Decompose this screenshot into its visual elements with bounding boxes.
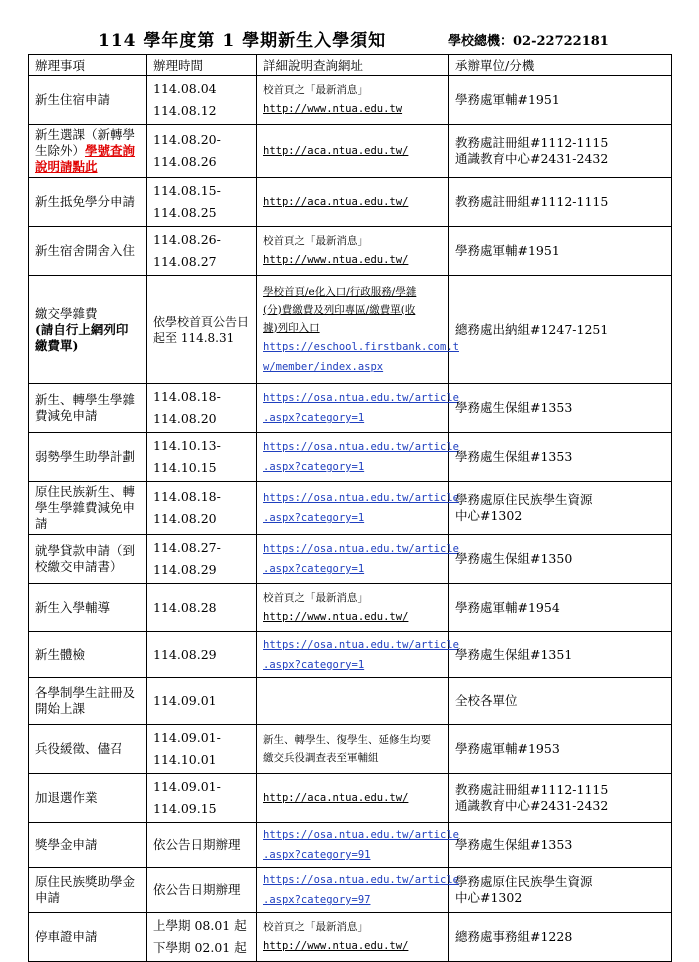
date-cell bbox=[147, 535, 257, 584]
table-row bbox=[29, 227, 672, 276]
date-line: 114.08.29 bbox=[153, 562, 217, 577]
table-row bbox=[29, 178, 672, 227]
info-url-link[interactable]: .aspx?category=97 bbox=[263, 894, 371, 906]
unit-cell bbox=[449, 125, 672, 178]
info-text-line: (分)費繳費及列印專區/繳費單(收 bbox=[263, 303, 416, 316]
info-cell bbox=[257, 227, 449, 276]
table-row bbox=[29, 725, 672, 774]
info-cell bbox=[257, 276, 459, 384]
date-line: 114.08.15- bbox=[153, 183, 221, 198]
date-cell bbox=[147, 678, 257, 725]
item-name: 原住民族獎助學金申請 bbox=[35, 874, 136, 905]
unit-line: 中心#1302 bbox=[455, 890, 523, 905]
unit-line: 學務處原住民族學生資源 bbox=[455, 492, 593, 507]
unit-line: 總務處出納組#1247-1251 bbox=[455, 321, 609, 337]
item-name: 各學制學生註冊及開始上課 bbox=[35, 685, 136, 716]
date-cell bbox=[147, 823, 257, 868]
school-phone: 學校總機：02-22722181 bbox=[448, 34, 609, 49]
info-text-line: 學校首頁/e化入口/行政服務/學雜 bbox=[263, 285, 417, 298]
date-cell bbox=[147, 125, 257, 178]
unit-line: 中心#1302 bbox=[455, 508, 523, 523]
info-cell bbox=[257, 632, 459, 678]
date-line: 114.08.18- bbox=[153, 389, 221, 404]
unit-line: 通識教育中心#2431-2432 bbox=[455, 151, 609, 166]
unit-line: 教務處註冊組#1112-1115 bbox=[455, 194, 609, 209]
table-body bbox=[29, 76, 672, 962]
info-cell bbox=[257, 76, 449, 125]
item-name: 新生抵免學分申請 bbox=[35, 194, 136, 209]
table-row bbox=[29, 384, 672, 433]
page-title: 114 學年度第 1 學期新生入學須知 bbox=[98, 31, 387, 51]
date-line: 上學期 08.01 起 bbox=[153, 918, 247, 933]
item-cell bbox=[29, 632, 147, 678]
info-url-link[interactable]: .aspx?category=1 bbox=[263, 512, 365, 524]
column-header: 辦理時間 bbox=[147, 55, 257, 76]
item-cell bbox=[29, 433, 147, 482]
item-cell bbox=[29, 725, 147, 774]
date-line: 114.09.15 bbox=[153, 801, 217, 816]
item-name: 新生宿舍開舍入住 bbox=[35, 243, 136, 258]
item-cell bbox=[29, 678, 147, 725]
item-cell bbox=[29, 276, 147, 384]
unit-line: 學務處軍輔#1951 bbox=[455, 243, 560, 258]
table-row bbox=[29, 535, 672, 584]
info-url-link[interactable]: .aspx?category=1 bbox=[263, 412, 365, 424]
unit-cell bbox=[449, 913, 672, 962]
date-line: 114.08.04 bbox=[153, 81, 217, 96]
unit-line: 通識教育中心#2431-2432 bbox=[455, 798, 609, 813]
unit-cell bbox=[449, 774, 672, 823]
unit-cell bbox=[449, 76, 672, 125]
info-url-link[interactable]: http://www.ntua.edu.tw bbox=[263, 103, 403, 115]
unit-cell bbox=[449, 276, 672, 384]
info-cell bbox=[257, 584, 449, 632]
unit-line: 學務處軍輔#1951 bbox=[455, 92, 560, 107]
date-line: 114.08.26- bbox=[153, 232, 221, 247]
unit-line: 全校各單位 bbox=[455, 693, 518, 708]
info-url-link[interactable]: .aspx?category=1 bbox=[263, 461, 365, 473]
table-row bbox=[29, 774, 672, 823]
item-name: 加退選作業 bbox=[35, 790, 98, 805]
date-cell bbox=[147, 584, 257, 632]
date-line: 114.08.20- bbox=[153, 132, 221, 147]
unit-cell bbox=[449, 433, 672, 482]
item-name: 就學貸款申請（到校繳交申請書） bbox=[35, 543, 136, 574]
date-cell bbox=[147, 725, 257, 774]
info-note: 校首頁之「最新消息」 bbox=[263, 235, 368, 247]
item-cell bbox=[29, 535, 147, 584]
date-line: 114.08.27 bbox=[153, 254, 217, 269]
info-url-link[interactable]: http://aca.ntua.edu.tw/ bbox=[263, 196, 409, 208]
table-row bbox=[29, 632, 672, 678]
table-row bbox=[29, 433, 672, 482]
unit-cell bbox=[449, 678, 672, 725]
date-line: 下學期 02.01 起 bbox=[153, 940, 247, 955]
table-header-row bbox=[29, 55, 672, 76]
item-name: 停車證申請 bbox=[35, 929, 98, 944]
info-cell bbox=[257, 535, 459, 584]
unit-line: 學務處生保組#1353 bbox=[455, 400, 573, 415]
table-row bbox=[29, 482, 672, 535]
info-url-link[interactable]: https://osa.ntua.edu.tw/article bbox=[263, 874, 459, 886]
info-cell bbox=[257, 774, 449, 823]
item-name: 原住民族新生、轉學生學雜費減免申請 bbox=[35, 484, 136, 531]
item-cell bbox=[29, 227, 147, 276]
info-url-link[interactable]: http://www.ntua.edu.tw/ bbox=[263, 940, 409, 952]
item-cell bbox=[29, 125, 147, 178]
info-cell bbox=[257, 913, 449, 962]
date-line: 依公告日期辦理 bbox=[153, 882, 241, 897]
date-line: 114.08.27- bbox=[153, 540, 221, 555]
info-text-line: 繳交兵役調查表至軍輔組 bbox=[263, 752, 379, 764]
document-header bbox=[28, 24, 672, 54]
info-cell bbox=[257, 678, 449, 725]
unit-line: 教務處註冊組#1112-1115 bbox=[455, 782, 609, 797]
unit-line: 學務處軍輔#1953 bbox=[455, 741, 560, 756]
date-cell bbox=[147, 276, 257, 384]
info-url-link[interactable]: .aspx?category=1 bbox=[263, 658, 365, 671]
date-line: 114.10.01 bbox=[153, 752, 217, 767]
info-url-link[interactable]: https://osa.ntua.edu.tw/article bbox=[263, 543, 459, 555]
item-name: 新生體檢 bbox=[35, 646, 86, 662]
date-line: 114.08.25 bbox=[153, 205, 217, 220]
date-line: 114.09.01- bbox=[153, 730, 221, 745]
student-id-link[interactable]: 學號查詢說明請點此 bbox=[35, 143, 136, 174]
date-cell bbox=[147, 632, 257, 678]
info-url-link[interactable]: .aspx?category=1 bbox=[263, 563, 365, 575]
date-line: 114.08.26 bbox=[153, 154, 217, 169]
date-cell bbox=[147, 482, 257, 535]
unit-line: 教務處註冊組#1112-1115 bbox=[455, 135, 609, 150]
info-cell bbox=[257, 384, 459, 433]
date-line: 114.09.01 bbox=[153, 693, 217, 708]
item-cell bbox=[29, 178, 147, 227]
unit-line: 學務處軍輔#1954 bbox=[455, 599, 560, 615]
info-url-link[interactable]: https://osa.ntua.edu.tw/article bbox=[263, 392, 459, 404]
unit-line: 學務處生保組#1353 bbox=[455, 837, 573, 852]
item-name: 兵役緩徵、儘召 bbox=[35, 741, 123, 756]
date-cell bbox=[147, 774, 257, 823]
date-cell bbox=[147, 178, 257, 227]
info-url-link[interactable]: http://aca.ntua.edu.tw/ bbox=[263, 145, 409, 157]
date-line: 114.10.15 bbox=[153, 460, 217, 475]
info-text-line: 新生、轉學生、復學生、延修生均要 bbox=[263, 734, 431, 746]
unit-cell bbox=[449, 584, 672, 632]
date-line: 114.08.12 bbox=[153, 103, 217, 118]
unit-cell bbox=[449, 227, 672, 276]
item-cell bbox=[29, 76, 147, 125]
date-cell bbox=[147, 384, 257, 433]
date-cell bbox=[147, 76, 257, 125]
unit-cell bbox=[449, 632, 672, 678]
date-line: 114.08.29 bbox=[153, 646, 217, 662]
document-page bbox=[28, 24, 672, 962]
date-cell bbox=[147, 433, 257, 482]
item-name: 新生入學輔導 bbox=[35, 599, 111, 615]
info-cell bbox=[257, 823, 459, 868]
unit-cell bbox=[449, 384, 672, 433]
column-header: 承辦單位/分機 bbox=[449, 55, 672, 76]
info-note: 校首頁之「最新消息」 bbox=[263, 84, 368, 96]
item-note: (請自行上網列印繳費單) bbox=[35, 321, 129, 353]
item-name: 新生、轉學生學雜費減免申請 bbox=[35, 392, 136, 423]
item-name: 弱勢學生助學計劃 bbox=[35, 449, 136, 464]
item-cell bbox=[29, 482, 147, 535]
date-line: 依學校首頁公告日起至 114.8.31 bbox=[153, 314, 250, 345]
info-cell bbox=[257, 125, 449, 178]
column-header: 辦理事項 bbox=[29, 55, 147, 76]
unit-cell bbox=[449, 482, 672, 535]
item-name: 獎學金申請 bbox=[35, 837, 98, 852]
info-url-link[interactable]: .aspx?category=91 bbox=[263, 849, 371, 861]
info-note: 校首頁之「最新消息」 bbox=[263, 591, 368, 604]
date-line: 114.08.28 bbox=[153, 599, 217, 615]
column-header: 詳細說明查詢網址 bbox=[257, 55, 449, 76]
table-row bbox=[29, 584, 672, 632]
unit-cell bbox=[449, 725, 672, 774]
schedule-table bbox=[28, 54, 672, 962]
unit-line: 學務處原住民族學生資源 bbox=[455, 874, 593, 889]
info-cell bbox=[257, 482, 459, 535]
unit-line: 學務處生保組#1353 bbox=[455, 449, 573, 464]
info-note: 校首頁之「最新消息」 bbox=[263, 921, 368, 933]
date-line: 114.08.20 bbox=[153, 511, 217, 526]
info-cell bbox=[257, 178, 449, 227]
unit-cell bbox=[449, 868, 672, 913]
date-line: 依公告日期辦理 bbox=[153, 837, 241, 852]
date-cell bbox=[147, 868, 257, 913]
info-url-link[interactable]: http://aca.ntua.edu.tw/ bbox=[263, 792, 409, 804]
table-row bbox=[29, 125, 672, 178]
date-cell bbox=[147, 227, 257, 276]
date-cell bbox=[147, 913, 257, 962]
item-name: 新生住宿申請 bbox=[35, 92, 111, 107]
unit-cell bbox=[449, 823, 672, 868]
item-cell bbox=[29, 913, 147, 962]
date-line: 114.08.20 bbox=[153, 411, 217, 426]
unit-line: 學務處生保組#1351 bbox=[455, 646, 573, 662]
info-url-link[interactable]: https://osa.ntua.edu.tw/article bbox=[263, 638, 459, 651]
table-row bbox=[29, 76, 672, 125]
date-line: 114.10.13- bbox=[153, 438, 221, 453]
item-cell bbox=[29, 868, 147, 913]
table-row bbox=[29, 678, 672, 725]
info-cell bbox=[257, 868, 459, 913]
item-cell bbox=[29, 384, 147, 433]
info-cell bbox=[257, 725, 449, 774]
info-cell bbox=[257, 433, 459, 482]
date-line: 114.09.01- bbox=[153, 779, 221, 794]
info-url-link[interactable]: https://osa.ntua.edu.tw/article bbox=[263, 441, 459, 453]
date-line: 114.08.18- bbox=[153, 489, 221, 504]
info-url-link[interactable]: https://eschool.firstbank.com.t bbox=[263, 340, 459, 353]
unit-line: 學務處生保組#1350 bbox=[455, 551, 573, 566]
unit-cell bbox=[449, 535, 672, 584]
table-row bbox=[29, 276, 672, 384]
item-cell bbox=[29, 584, 147, 632]
info-url-link[interactable]: w/member/index.aspx bbox=[263, 360, 384, 373]
item-cell bbox=[29, 774, 147, 823]
item-cell bbox=[29, 823, 147, 868]
table-row bbox=[29, 823, 672, 868]
item-name: 繳交學雜費 bbox=[35, 305, 98, 321]
info-url-link[interactable]: https://osa.ntua.edu.tw/article bbox=[263, 829, 459, 841]
table-row bbox=[29, 913, 672, 962]
table-row bbox=[29, 868, 672, 913]
item-name: 新生選課（新轉學生除外） bbox=[35, 127, 136, 158]
unit-line: 總務處事務組#1228 bbox=[455, 929, 573, 944]
info-text-line: 據)列印入口 bbox=[263, 321, 320, 334]
info-url-link[interactable]: https://osa.ntua.edu.tw/article bbox=[263, 492, 459, 504]
info-url-link[interactable]: http://www.ntua.edu.tw/ bbox=[263, 610, 409, 623]
info-url-link[interactable]: http://www.ntua.edu.tw/ bbox=[263, 254, 409, 266]
unit-cell bbox=[449, 178, 672, 227]
